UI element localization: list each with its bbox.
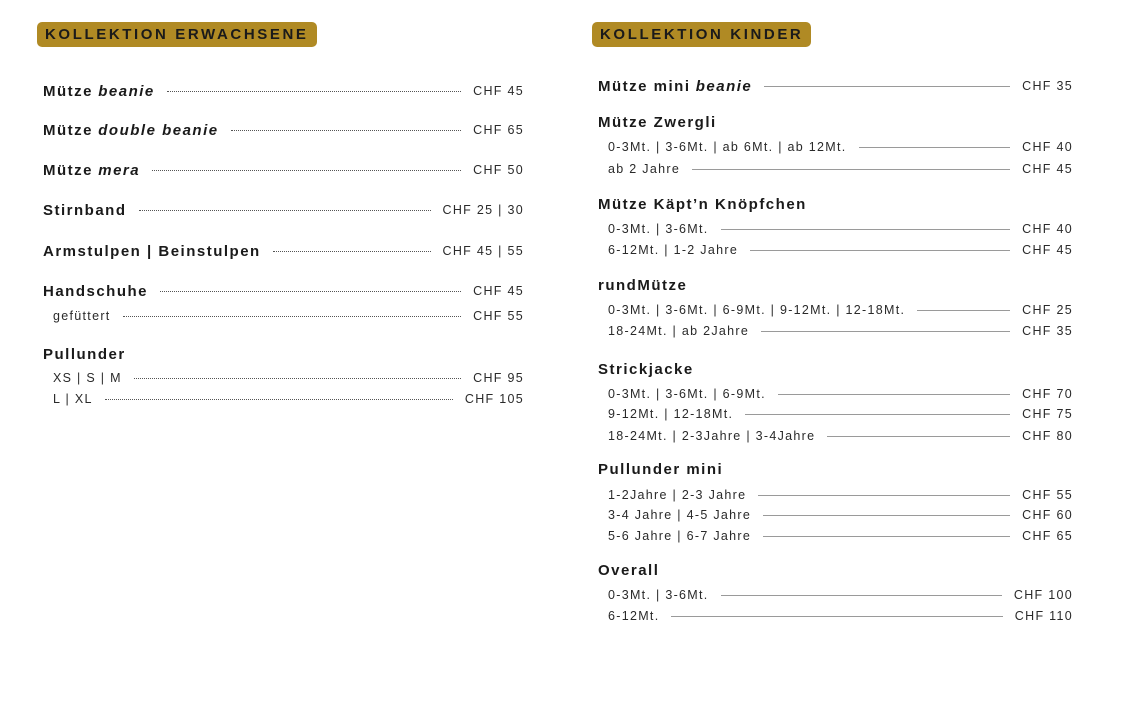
price-row <box>608 404 1073 424</box>
leader-line <box>761 331 1010 332</box>
item-name <box>43 162 140 179</box>
price-row <box>608 219 1073 239</box>
item-name-text: Mütze <box>43 82 93 100</box>
item-variant: 6-12Mt. <box>608 609 660 623</box>
leader-line <box>692 169 1010 170</box>
item-name-italic: beanie <box>695 77 753 95</box>
price-row <box>43 281 524 301</box>
price-row <box>43 120 524 140</box>
section-heading: Strickjacke <box>598 361 694 378</box>
item-name-italic: mera <box>98 161 141 179</box>
item-price: CHF 80 <box>1022 429 1073 443</box>
price-row <box>608 526 1073 546</box>
item-variant: 18-24Mt. | 2-3Jahre | 3-4Jahre <box>608 429 816 443</box>
item-name-italic: double beanie <box>98 121 219 139</box>
price-row <box>608 159 1073 179</box>
item-name <box>598 78 752 95</box>
item-name <box>43 202 127 219</box>
item-price: CHF 35 <box>1022 324 1073 338</box>
item-price: CHF 45 | 55 <box>442 244 524 258</box>
leader-line <box>750 250 1010 251</box>
leader-line <box>778 394 1010 395</box>
item-variant: L | XL <box>53 392 93 406</box>
leader-line <box>134 378 461 379</box>
item-name-italic: beanie <box>98 82 155 100</box>
price-row <box>53 368 524 388</box>
price-row <box>43 160 524 180</box>
item-price: CHF 45 <box>1022 162 1073 176</box>
price-row <box>608 585 1073 605</box>
leader-line <box>273 251 431 252</box>
item-price: CHF 55 <box>1022 488 1073 502</box>
item-variant: 0-3Mt. | 3-6Mt. | ab 6Mt. | ab 12Mt. <box>608 140 847 154</box>
leader-line <box>758 495 1010 496</box>
section-heading: Mütze Käpt’n Knöpfchen <box>598 196 807 213</box>
price-row <box>53 389 524 409</box>
price-row <box>53 306 524 326</box>
item-variant: gefüttert <box>53 309 111 323</box>
section-heading: Pullunder mini <box>598 461 724 478</box>
leader-line <box>152 170 461 171</box>
adults-title-badge: KOLLEKTION ERWACHSENE <box>37 22 317 47</box>
item-name-text: Mütze <box>43 121 93 139</box>
leader-line <box>721 595 1002 596</box>
item-name <box>43 283 148 300</box>
item-price: CHF 65 <box>1022 529 1073 543</box>
item-name-text: Armstulpen | Beinstulpen <box>43 242 261 260</box>
item-price: CHF 50 <box>473 163 524 177</box>
item-price: CHF 70 <box>1022 387 1073 401</box>
item-name <box>43 346 126 363</box>
leader-line <box>231 130 462 131</box>
item-price: CHF 95 <box>473 371 524 385</box>
item-price: CHF 60 <box>1022 508 1073 522</box>
item-price: CHF 40 <box>1022 222 1073 236</box>
price-row <box>608 321 1073 341</box>
section-heading: rundMütze <box>598 277 688 294</box>
item-name <box>43 83 155 100</box>
leader-line <box>139 210 431 211</box>
price-row <box>43 241 524 261</box>
leader-line <box>160 291 461 292</box>
item-name-text: Handschuhe <box>43 282 149 300</box>
item-price: CHF 110 <box>1014 609 1073 623</box>
item-variant: 1-2Jahre | 2-3 Jahre <box>608 488 747 502</box>
leader-line <box>917 310 1010 311</box>
item-price: CHF 40 <box>1022 140 1073 154</box>
price-row <box>43 81 524 101</box>
leader-line <box>763 515 1010 516</box>
item-price: CHF 65 <box>473 123 524 137</box>
item-name <box>43 243 261 260</box>
item-variant: 6-12Mt. | 1-2 Jahre <box>608 243 739 257</box>
item-name <box>43 122 219 139</box>
leader-line <box>105 399 453 400</box>
item-price: CHF 55 <box>473 309 524 323</box>
item-variant: 0-3Mt. | 3-6Mt. | 6-9Mt. | 9-12Mt. | 12-18Mt. <box>608 303 906 317</box>
leader-line <box>123 316 462 317</box>
item-price: CHF 25 | 30 <box>442 203 524 217</box>
item-variant: 18-24Mt. | ab 2Jahre <box>608 324 750 338</box>
item-variant: XS | S | M <box>53 371 122 385</box>
price-row <box>608 606 1073 626</box>
price-row <box>43 344 524 364</box>
section-heading: Overall <box>598 562 660 579</box>
leader-line <box>745 414 1010 415</box>
leader-line <box>859 147 1011 148</box>
item-name-text: Pullunder <box>43 345 126 363</box>
item-price: CHF 45 <box>473 284 524 298</box>
price-row <box>608 485 1073 505</box>
leader-line <box>764 86 1010 87</box>
item-variant: 9-12Mt. | 12-18Mt. <box>608 407 734 421</box>
price-row <box>598 76 1073 96</box>
price-row <box>608 384 1073 404</box>
item-variant: 5-6 Jahre | 6-7 Jahre <box>608 529 752 543</box>
item-name-text: Mütze <box>43 161 93 179</box>
price-row <box>608 137 1073 157</box>
price-row <box>608 300 1073 320</box>
item-name-text: Mütze mini <box>598 77 691 95</box>
leader-line <box>827 436 1010 437</box>
price-row <box>608 505 1073 525</box>
price-row <box>608 426 1073 446</box>
price-row <box>43 200 524 220</box>
item-price: CHF 105 <box>464 392 524 406</box>
leader-line <box>671 616 1002 617</box>
item-price: CHF 45 <box>473 84 524 98</box>
item-variant: 3-4 Jahre | 4-5 Jahre <box>608 508 752 522</box>
item-variant: 0-3Mt. | 3-6Mt. | 6-9Mt. <box>608 387 766 401</box>
leader-line <box>721 229 1011 230</box>
item-price: CHF 45 <box>1022 243 1073 257</box>
item-variant: 0-3Mt. | 3-6Mt. <box>608 222 709 236</box>
item-variant: 0-3Mt. | 3-6Mt. <box>608 588 709 602</box>
item-price: CHF 25 <box>1022 303 1073 317</box>
item-variant: ab 2 Jahre <box>608 162 681 176</box>
item-price: CHF 100 <box>1013 588 1073 602</box>
item-name-text: Stirnband <box>43 201 127 219</box>
kids-title-badge: KOLLEKTION KINDER <box>592 22 811 47</box>
leader-line <box>763 536 1010 537</box>
item-price: CHF 35 <box>1022 79 1073 93</box>
leader-line <box>167 91 461 92</box>
item-price: CHF 75 <box>1022 407 1073 421</box>
section-heading: Mütze Zwergli <box>598 114 717 131</box>
price-row <box>608 240 1073 260</box>
